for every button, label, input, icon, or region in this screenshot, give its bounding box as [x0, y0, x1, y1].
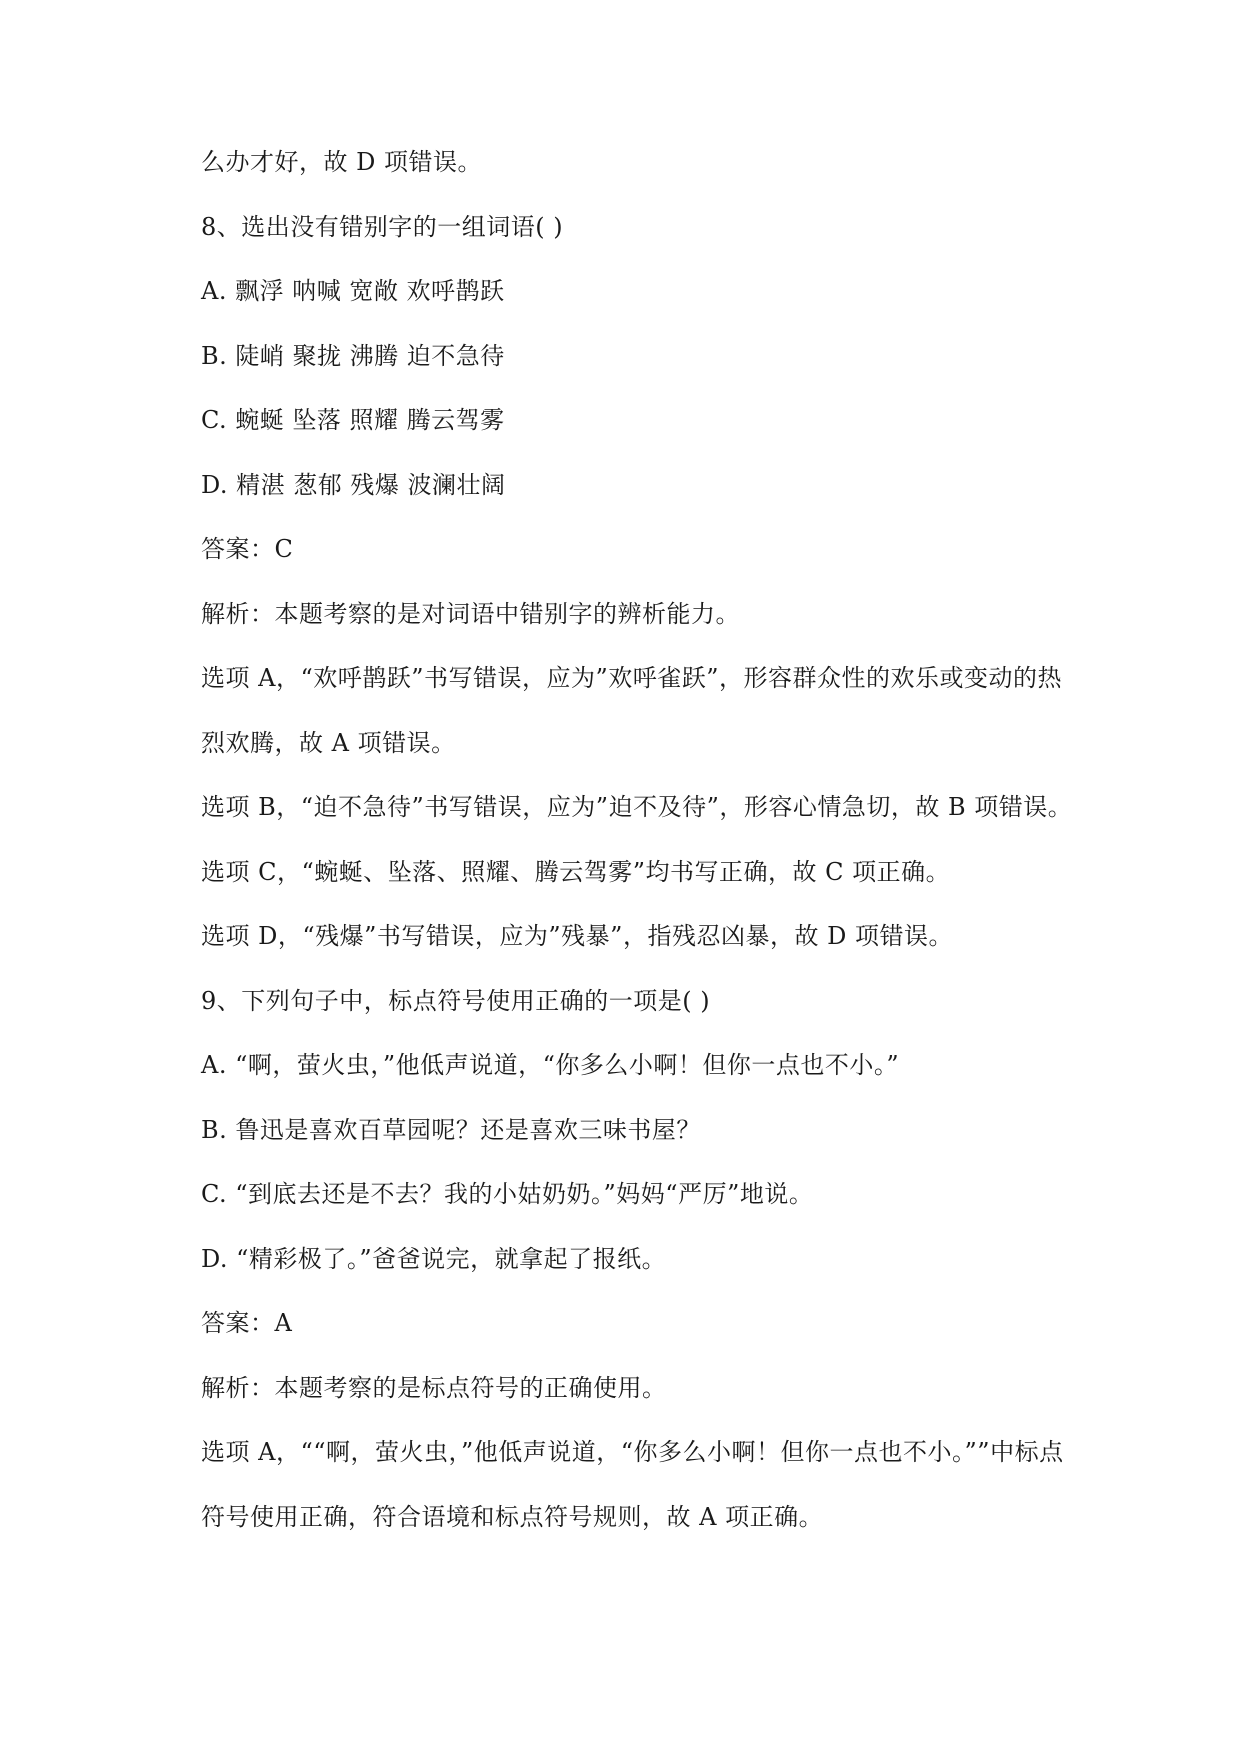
question-8-stem: 8、选出没有错别字的一组词语( ): [201, 212, 564, 241]
text-line: 选项 C，“蜿蜒、坠落、照耀、腾云驾雾”均书写正确，故 C 项正确。: [201, 857, 951, 886]
text-line: 么办才好，故 D 项错误。: [201, 148, 482, 176]
question-8-option-b: B. 陡峭 聚拢 沸腾 迫不急待: [201, 341, 505, 370]
question-8-answer: 答案：C: [201, 535, 294, 563]
question-9-option-a: A. “啊，萤火虫，”他低声说道，“你多么小啊！但你一点也不小。”: [201, 1051, 900, 1079]
text-line: 选项 A，“欢呼鹊跃”书写错误，应为”欢呼雀跃”，形容群众性的欢乐或变动的热: [201, 664, 1063, 692]
document-body: [201, 142, 1101, 1561]
question-8-option-a: A. 飘浮 呐喊 宽敞 欢呼鹊跃: [201, 277, 505, 305]
text-line: 烈欢腾，故 A 项错误。: [201, 728, 456, 757]
text-line: 选项 A，““啊，萤火虫，”他低声说道，“你多么小啊！但你一点也不小。””中标点: [201, 1438, 1064, 1466]
question-9-option-c: C. “到底去还是不去？我的小姑奶奶。”妈妈“严厉”地说。: [201, 1180, 814, 1208]
question-8-option-c: C. 蜿蜒 坠落 照耀 腾云驾雾: [201, 406, 505, 434]
question-9-option-b: B. 鲁迅是喜欢百草园呢？还是喜欢三味书屋？: [201, 1115, 701, 1144]
question-9-answer: 答案：A: [201, 1309, 293, 1337]
text-line: 选项 B，“迫不急待”书写错误，应为”迫不及待”，形容心情急切，故 B 项错误。: [201, 793, 1073, 821]
question-8-analysis: 解析：本题考察的是对词语中错别字的辨析能力。: [201, 599, 740, 628]
question-9-analysis: 解析：本题考察的是标点符号的正确使用。: [201, 1373, 667, 1402]
question-9-stem: 9、下列句子中，标点符号使用正确的一项是( ): [201, 986, 711, 1015]
text-line: 选项 D，“残爆”书写错误，应为”残暴”，指残忍凶暴，故 D 项错误。: [201, 922, 953, 950]
question-8-option-d: D. 精湛 葱郁 残爆 波澜壮阔: [201, 470, 506, 499]
text-line: 符号使用正确，符合语境和标点符号规则，故 A 项正确。: [201, 1502, 824, 1531]
question-9-option-d: D. “精彩极了。”爸爸说完，就拿起了报纸。: [201, 1244, 667, 1273]
